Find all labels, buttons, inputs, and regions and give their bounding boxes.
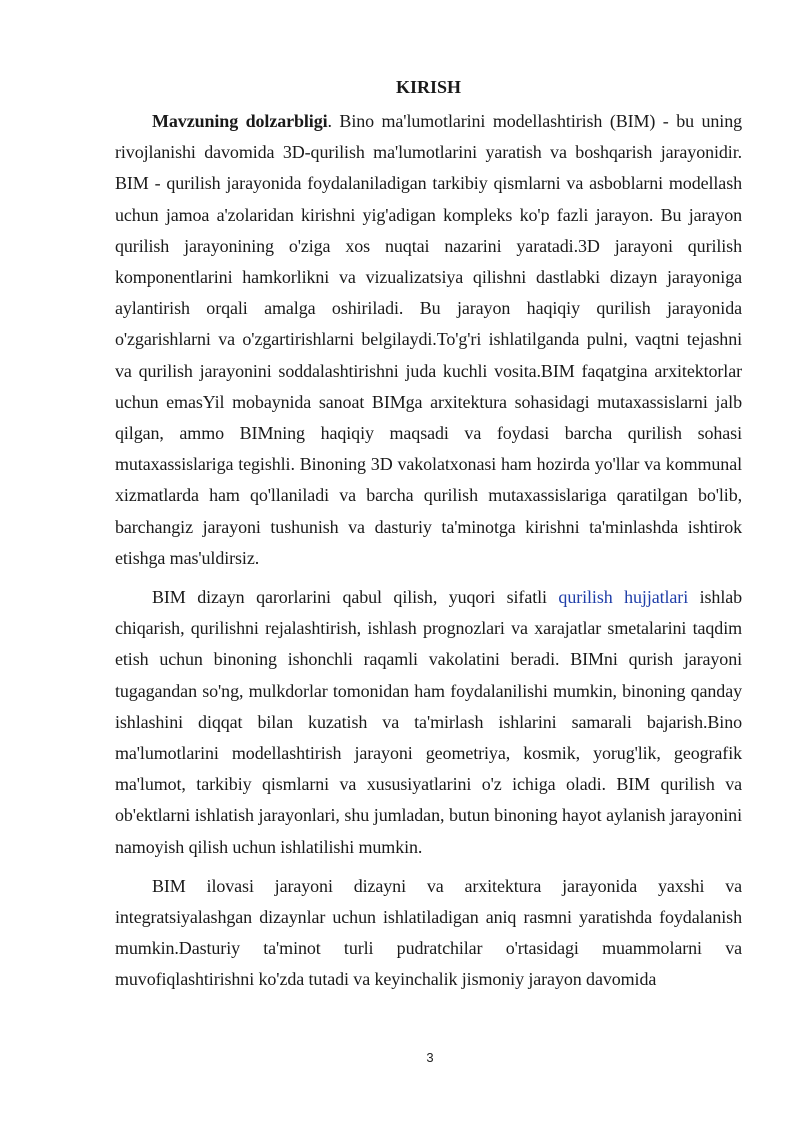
document-page [115,70,742,1004]
paragraph-bim-application: BIM ilovasi jarayoni dizayni va arxitektura jarayonida yaxshi va integratsiyalashgan dizaynlar uchun ishlatiladigan aniq rasmni yaratishda foydalanish mumkin.Dasturiy ta'minot turli pudratchilar o'rtasidagi muammolarni va muvofiqlashtirishni ko'zda tutadi va keyinchalik jismoniy jarayon davomida [115,875,742,990]
paragraph-bim-decisions-text-start: BIM dizayn qarorlarini qabul qilish, yuqori sifatli [152,587,559,608]
paragraph-relevance [115,106,742,574]
construction-docs-link[interactable]: qurilish hujjatlari [558,587,689,608]
page-number: 3 [426,1050,434,1065]
relevance-label: Mavzuning dolzarbligi [152,111,328,131]
paragraph-bim-decisions [115,582,742,863]
paragraph-bim-decisions-text-end: ishlab chiqarish, qurilishni rejalashtirish, ishlash prognozlari va xarajatlar smetalarini taqdim etish uchun binoning ishonchli raqamli vakolatini beradi. BIMni qurish jarayoni tugagandan so'ng, mulkdorlar tomonidan ham foydalanilishi mumkin, binoning qanday ishlashini diqqat bilan kuzatish va ta'mirlash ishlarini samarali bajarish.Bino ma'lumotlarini modellashtirish jarayoni geometriya, kosmik, yorug'lik, geografik ma'lumot, tarkibiy qismlarni va xususiyatlarini o'z ichiga oladi. BIM qurilish va ob'ektlarni ishlatish jarayonlari, shu jumladan, butun binoning hayot aylanish jarayonini namoyish qilish uchun ishlatilishi mumkin. [115,587,743,857]
section-heading: KIRISH [395,77,462,97]
paragraph-relevance-text: . Bino ma'lumotlarini modellashtirish (BIM) - bu uning rivojlanishi davomida 3D-qurilish ma'lumotlarini yaratish va boshqarish jarayonidir. BIM - qurilish jarayonida foydalaniladigan tarkibiy qismlarni va asboblarni modellash uchun jamoa a'zolaridan kirishni yig'adigan kompleks ko'p fazli jarayon. Bu jarayon qurilish jarayonining o'ziga xos nuqtai nazarini yaratadi.3D jarayoni qurilish komponentlarini hamkorlikni va vizualizatsiya qilishni dastlabki dizayn jarayoniga aylantirish orqali amalga oshiriladi. Bu jarayon haqiqiy qurilish jarayonida o'zgarishlarni va o'zgartirishlarni belgilaydi.To'g'ri ishlatilganda pulni, vaqtni tejashni va qurilish jarayonini soddalashtirishni juda kuchli vosita.BIM faqatgina arxitektorlar uchun emasYil mobaynida sanoat BIMga arxitektura sohasidagi mutaxassislarni jalb qilgan, ammo BIMning haqiqiy maqsadi va foydasi barcha qurilish sohasi mutaxassislariga tegishli. Binoning 3D vakolatxonasi ham hozirda yo'llar va kommunal xizmatlarda ham qo'llaniladi va barcha qurilish mutaxassislariga qaratilgan bo'lib, barchangiz jarayoni tushunish va dasturiy ta'minotga kirishni ta'minlashda ishtirok etishga mas'uldirsiz. [115,111,742,568]
